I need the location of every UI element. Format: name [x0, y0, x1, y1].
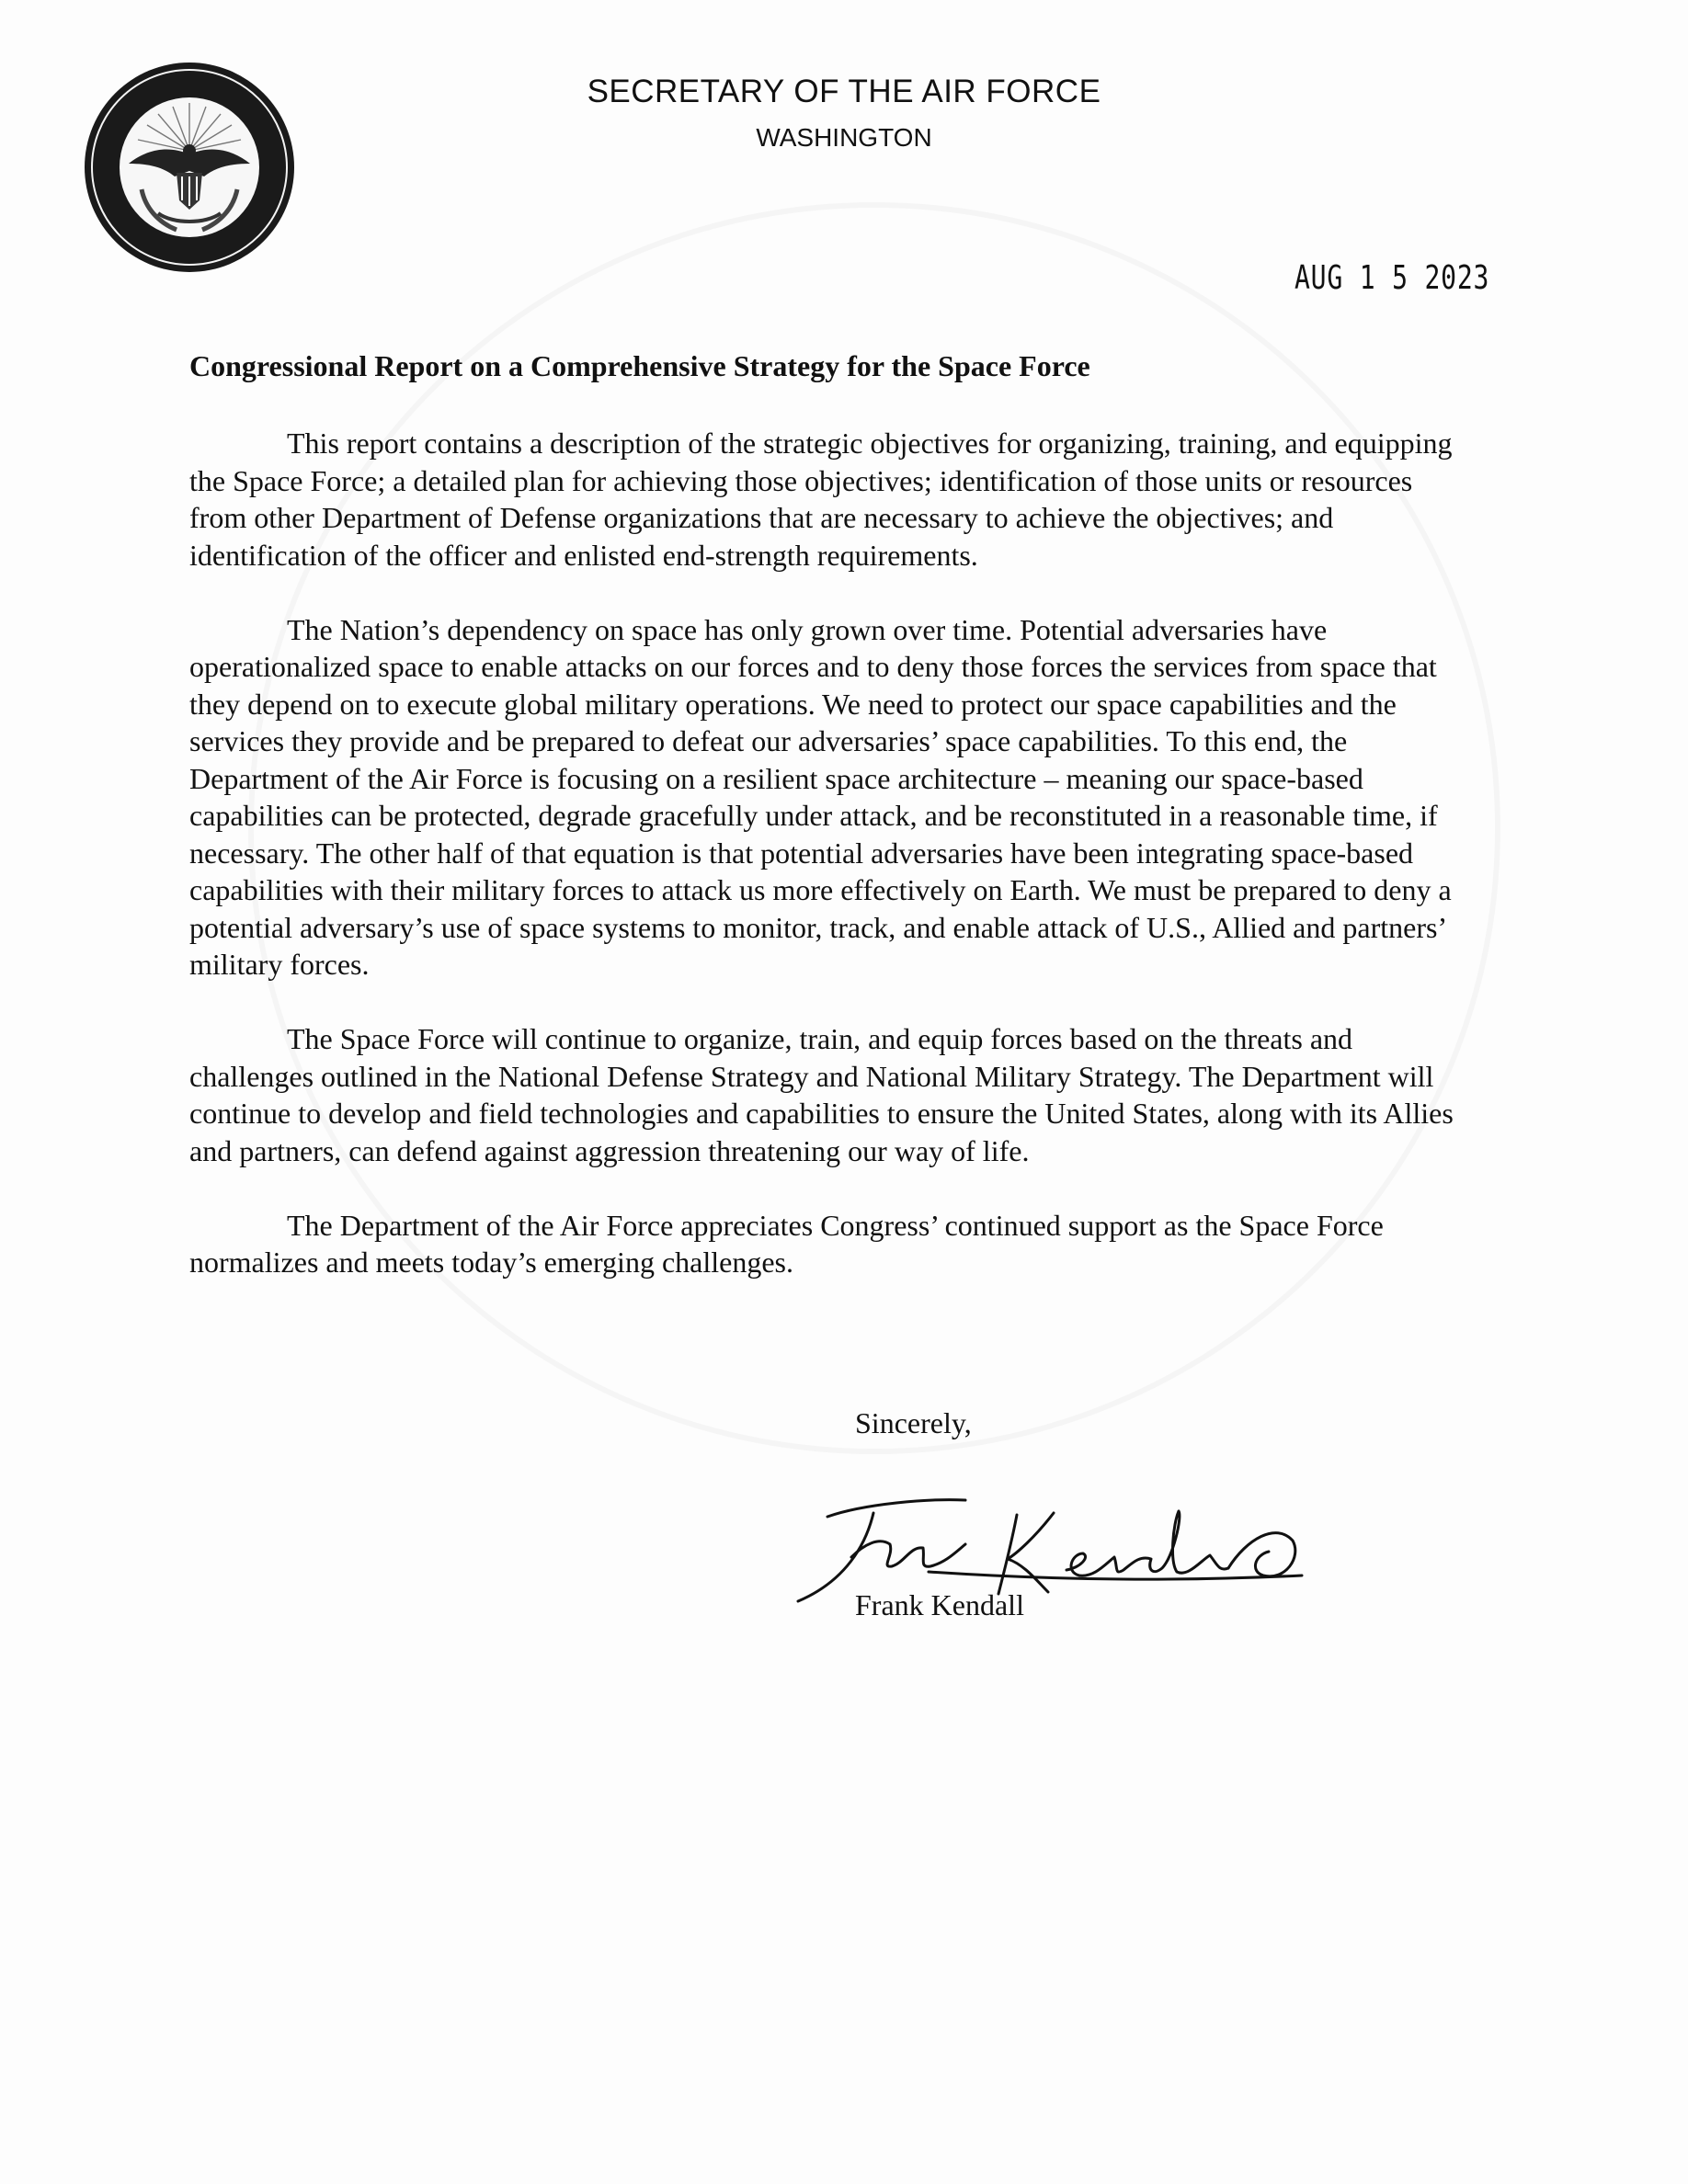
- closing: Sincerely,: [855, 1406, 972, 1439]
- body-paragraph: This report contains a description of the strategic objectives for organizing, training, and equipping the Space Force; a detailed plan for achieving those objectives; identification of those units or resources from other Department of Defense organizations that are necessary to achieve the objectives; and identification of the officer and enlisted end-strength requirements.: [189, 427, 1453, 572]
- letterhead-title: SECRETARY OF THE AIR FORCE: [587, 74, 1101, 109]
- body-paragraph: The Department of the Air Force appreciates Congress’ continued support as the Space Force normalizes and meets today’s emerging challenges.: [189, 1208, 1384, 1279]
- letter-body: [189, 425, 1477, 1318]
- date-stamp: AUG 1 5 2023: [1295, 259, 1490, 297]
- body-paragraph: The Nation’s dependency on space has only grown over time. Potential adversaries have operationalized space to enable attacks on our forces and to deny those forces the services from space that they depend on to execute global military operations. We need to protect our space capabilities and the services they provide and be prepared to defeat our adversaries’ space capabilities. To this end, the Department of the Air Force is focusing on a resilient space architecture – meaning our space-based capabilities can be protected, degrade gracefully under attack, and be reconstituted in a reasonable time, if necessary. The other half of that equation is that potential adversaries have been integrating space-based capabilities with their military forces to attack us more effectively on Earth. We must be prepared to deny a potential adversary’s use of space systems to monitor, track, and enable attack of U.S., Allied and partners’ military forces.: [189, 612, 1452, 981]
- letterhead-city: WASHINGTON: [756, 123, 932, 152]
- body-paragraph: The Space Force will continue to organize, train, and equip forces based on the threats and challenges outlined in the National Defense Strategy and National Military Strategy. The Department will continue to develop and field technologies and capabilities to ensure the United States, along with its Allies and partners, can defend against aggression threatening our way of life.: [189, 1022, 1454, 1167]
- signer-name: Frank Kendall: [855, 1588, 1024, 1621]
- subject-heading: Congressional Report on a Comprehensive Strategy for the Space Force: [189, 349, 1090, 382]
